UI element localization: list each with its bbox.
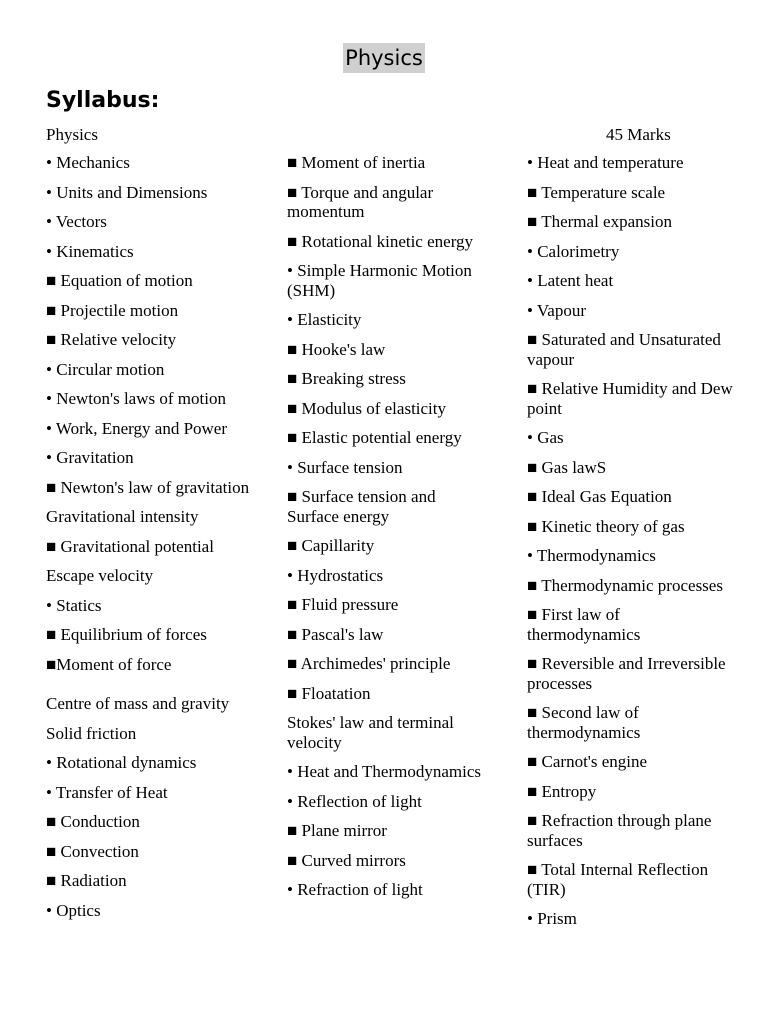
syllabus-topic: ■ Relative Humidity and Dew point bbox=[527, 379, 733, 418]
syllabus-column-2 bbox=[287, 153, 487, 910]
syllabus-topic: ■ Thermodynamic processes bbox=[527, 575, 723, 595]
syllabus-column-1 bbox=[46, 153, 271, 930]
syllabus-topic: • Latent heat bbox=[527, 271, 614, 290]
syllabus-topic: Solid friction bbox=[46, 723, 137, 743]
syllabus-topic: ■ Gas lawS bbox=[527, 457, 607, 477]
syllabus-topic: ■ Torque and angular momentum bbox=[287, 182, 434, 221]
syllabus-topic: • Statics bbox=[46, 595, 102, 615]
syllabus-topic: Centre of mass and gravity bbox=[46, 694, 230, 713]
syllabus-topic: ■ Relative velocity bbox=[46, 330, 177, 349]
syllabus-topic: ■ Newton's law of gravitation bbox=[46, 477, 250, 497]
syllabus-topic: ■ Thermal expansion bbox=[527, 212, 672, 231]
syllabus-topic: • Elasticity bbox=[287, 310, 362, 329]
syllabus-topic: ■ Kinetic theory of gas bbox=[527, 516, 685, 536]
syllabus-topic: ■ Fluid pressure bbox=[287, 595, 399, 614]
syllabus-topic: • Heat and Thermodynamics bbox=[287, 762, 481, 781]
syllabus-topic: ■ Curved mirrors bbox=[287, 850, 406, 870]
syllabus-topic: Stokes' law and terminal velocity bbox=[287, 713, 454, 752]
syllabus-topic: Escape velocity bbox=[46, 566, 154, 585]
syllabus-topic: • Newton's laws of motion bbox=[46, 389, 226, 408]
syllabus-topic: Gravitational intensity bbox=[46, 507, 199, 526]
syllabus-topic: ■ Refraction through plane surfaces bbox=[527, 811, 712, 850]
syllabus-column-3 bbox=[527, 153, 737, 939]
syllabus-topic: ■Moment of force bbox=[46, 654, 172, 674]
syllabus-topic: • Rotational dynamics bbox=[46, 753, 197, 772]
syllabus-topic: ■ Moment of inertia bbox=[287, 153, 426, 172]
syllabus-topic: • Units and Dimensions bbox=[46, 182, 208, 202]
syllabus-topic: • Kinematics bbox=[46, 241, 134, 261]
syllabus-topic: ■ Floatation bbox=[287, 683, 371, 703]
syllabus-topic: ■ Conduction bbox=[46, 812, 140, 831]
syllabus-topic: • Hydrostatics bbox=[287, 565, 384, 585]
syllabus-topic: • Circular motion bbox=[46, 359, 165, 379]
marks-label: 45 Marks bbox=[606, 125, 671, 144]
syllabus-topic: ■ Saturated and Unsaturated vapour bbox=[527, 330, 721, 369]
syllabus-topic: • Transfer of Heat bbox=[46, 782, 168, 802]
syllabus-topic: • Work, Energy and Power bbox=[46, 418, 228, 438]
syllabus-topic: ■ Ideal Gas Equation bbox=[527, 487, 672, 506]
syllabus-topic: • Vapour bbox=[527, 300, 586, 320]
syllabus-topic: ■ Radiation bbox=[46, 871, 127, 890]
syllabus-topic: • Mechanics bbox=[46, 153, 130, 172]
syllabus-topic: ■ Equation of motion bbox=[46, 271, 193, 290]
syllabus-topic: ■ Surface tension and Surface energy bbox=[287, 487, 436, 526]
syllabus-topic: ■ Reversible and Irreversible processes bbox=[527, 654, 726, 693]
syllabus-topic: ■ Breaking stress bbox=[287, 369, 406, 388]
syllabus-topic: • Calorimetry bbox=[527, 241, 620, 261]
syllabus-topic: ■ Gravitational potential bbox=[46, 536, 214, 556]
syllabus-topic: ■ Archimedes' principle bbox=[287, 654, 451, 673]
syllabus-topic: ■ Capillarity bbox=[287, 536, 375, 555]
syllabus-topic: • Surface tension bbox=[287, 457, 403, 477]
syllabus-topic: ■ Temperature scale bbox=[527, 182, 666, 202]
syllabus-topic: ■ Carnot's engine bbox=[527, 752, 648, 771]
syllabus-topic: ■ First law of thermodynamics bbox=[527, 605, 641, 644]
syllabus-topic: ■ Elastic potential energy bbox=[287, 428, 462, 447]
syllabus-topic: • Gas bbox=[527, 428, 564, 447]
syllabus-topic: • Refraction of light bbox=[287, 880, 423, 899]
syllabus-topic: • Optics bbox=[46, 900, 101, 920]
syllabus-topic: • Thermodynamics bbox=[527, 546, 656, 565]
syllabus-topic: • Vectors bbox=[46, 212, 107, 231]
syllabus-topic: • Gravitation bbox=[46, 448, 134, 467]
syllabus-topic: • Heat and temperature bbox=[527, 153, 684, 172]
syllabus-topic: • Simple Harmonic Motion (SHM) bbox=[287, 261, 472, 300]
syllabus-topic: • Reflection of light bbox=[287, 791, 422, 811]
syllabus-topic: ■ Plane mirror bbox=[287, 821, 387, 840]
document-title: Physics bbox=[343, 43, 425, 73]
syllabus-topic: • Prism bbox=[527, 909, 577, 928]
syllabus-topic: ■ Modulus of elasticity bbox=[287, 398, 447, 418]
subject-label: Physics bbox=[46, 125, 98, 144]
syllabus-topic: ■ Projectile motion bbox=[46, 300, 179, 320]
syllabus-topic: ■ Total Internal Reflection (TIR) bbox=[527, 860, 709, 899]
syllabus-topic: ■ Entropy bbox=[527, 781, 597, 801]
document-title-wrap bbox=[0, 43, 768, 73]
syllabus-topic: ■ Pascal's law bbox=[287, 624, 384, 644]
syllabus-topic: ■ Second law of thermodynamics bbox=[527, 703, 641, 742]
syllabus-topic: ■ Equilibrium of forces bbox=[46, 625, 207, 644]
syllabus-topic: ■ Convection bbox=[46, 841, 139, 861]
syllabus-topic: ■ Rotational kinetic energy bbox=[287, 231, 474, 251]
syllabus-heading: Syllabus: bbox=[46, 88, 160, 113]
syllabus-topic: ■ Hooke's law bbox=[287, 339, 386, 359]
